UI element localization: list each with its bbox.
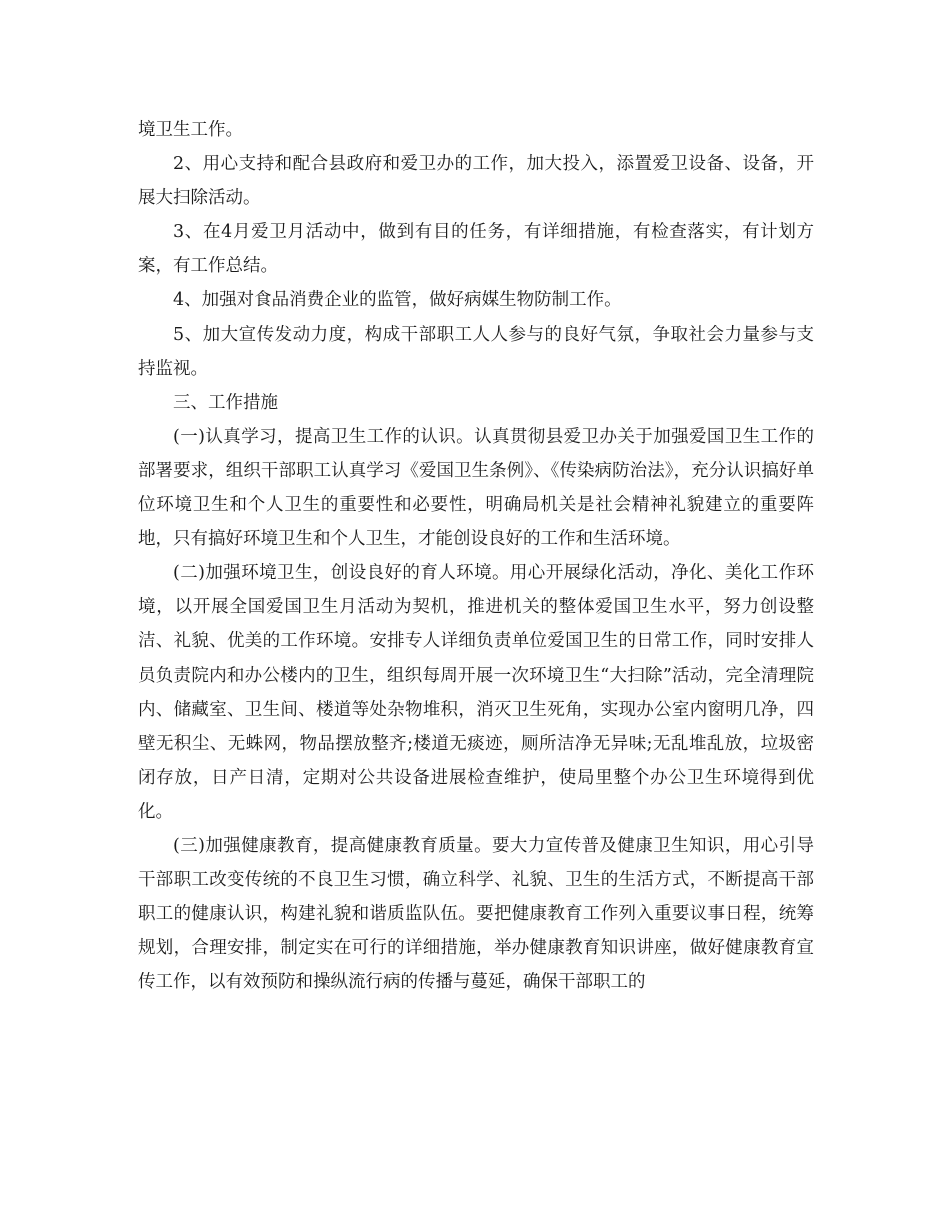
paragraph-measure-2: (二)加强环境卫生，创设良好的育人环境。用心开展绿化活动，净化、美化工作环境，以开展全国爱国卫生月活动为契机，推进机关的整体爱国卫生水平，努力创设整洁、礼貌、优美的工作环境。安排专人详细负责单位爱国卫生的日常工作，同时安排人员负责院内和办公楼内的卫生，组织每周开展一次环境卫生“大扫除”活动，完全清理院内、储藏室、卫生间、楼道等处杂物堆积，消灭卫生死角，实现办公室内窗明几净，四壁无积尘、无蛛网，物品摆放整齐;楼道无痰迹，厕所洁净无异味;无乱堆乱放，垃圾密闭存放，日产日清，定期对公共设备进展检查维护，使局里整个办公卫生环境得到优化。: [138, 563, 814, 822]
section-heading: 三、工作措施: [173, 392, 278, 413]
paragraph-item-4: 4、加强对食品消费企业的监管，做好病媒生物防制工作。: [173, 290, 622, 311]
paragraph-item-2: 2、用心支持和配合县政府和爱卫办的工作，加大投入，添置爱卫设备、设备，开展大扫除活动。: [138, 154, 814, 209]
paragraph-measure-1: (一)认真学习，提高卫生工作的认识。认真贯彻县爱卫办关于加强爱国卫生工作的部署要求，组织干部职工认真学习《爱国卫生条例》、《传染病防治法》，充分认识搞好单位环境卫生和个人卫生的重要性和必要性，明确局机关是社会精神礼貌建立的重要阵地，只有搞好环境卫生和个人卫生，才能创设良好的工作和生活环境。: [138, 426, 814, 550]
document-body: [138, 113, 814, 999]
paragraph-item-5: 5、加大宣传发动力度，构成干部职工人人参与的良好气氛，争取社会力量参与支持监视。: [138, 324, 814, 379]
paragraph-continuation: 境卫生工作。: [138, 120, 243, 140]
paragraph-item-3: 3、在4月爱卫月活动中，做到有目的任务，有详细措施，有检查落实，有计划方案，有工作总结。: [138, 222, 814, 277]
paragraph-measure-3: (三)加强健康教育，提高健康教育质量。要大力宣传普及健康卫生知识，用心引导干部职工改变传统的不良卫生习惯，确立科学、礼貌、卫生的生活方式，不断提高干部职工的健康认识，构建礼貌和谐质监队伍。要把健康教育工作列入重要议事日程，统筹规划，合理安排，制定实在可行的详细措施，举办健康教育知识讲座，做好健康教育宣传工作，以有效预防和操纵流行病的传播与蔓延，确保干部职工的: [138, 835, 814, 993]
